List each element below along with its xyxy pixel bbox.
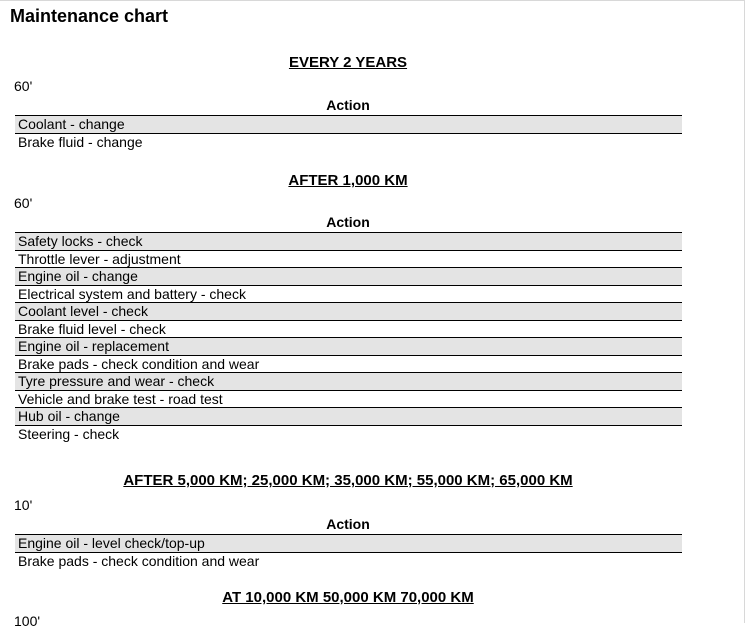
table-row: Coolant level - check	[15, 303, 682, 321]
table-row: Electrical system and battery - check	[15, 286, 682, 304]
table-row: Coolant - change	[15, 116, 682, 134]
page-title: Maintenance chart	[10, 6, 169, 26]
section-heading-every-2-years: EVERY 2 YEARS	[288, 54, 408, 71]
table-row: Brake fluid level - check	[15, 321, 682, 339]
table-row: Brake pads - check condition and wear	[15, 356, 682, 374]
action-column-header: Action	[326, 97, 370, 113]
action-table	[15, 232, 682, 443]
action-column-header: Action	[326, 516, 370, 532]
table-row: Engine oil - replacement	[15, 338, 682, 356]
section-time: 10'	[14, 497, 33, 513]
section-time: 60'	[14, 78, 33, 94]
table-row: Engine oil - level check/top-up	[15, 535, 682, 553]
table-row: Steering - check	[18, 425, 120, 442]
section-time: 100'	[14, 613, 41, 629]
table-row: Safety locks - check	[15, 233, 682, 251]
action-table	[15, 115, 682, 151]
table-row: Throttle lever - adjustment	[15, 251, 682, 269]
section-heading-at-10000-km: AT 10,000 KM 50,000 KM 70,000 KM	[222, 589, 474, 606]
table-row: Tyre pressure and wear - check	[15, 373, 682, 391]
table-row: Brake pads - check condition and wear	[18, 552, 260, 569]
table-row: Engine oil - change	[15, 268, 682, 286]
section-heading-after-5000-km: AFTER 5,000 KM; 25,000 KM; 35,000 KM; 55,000 KM; 65,000 KM	[123, 472, 573, 489]
table-row: Hub oil - change	[15, 408, 682, 426]
section-heading-after-1000-km: AFTER 1,000 KM	[288, 172, 408, 189]
table-row: Vehicle and brake test - road test	[15, 391, 682, 409]
action-column-header: Action	[326, 214, 370, 230]
table-row: Brake fluid - change	[18, 133, 143, 150]
section-time: 60'	[14, 195, 33, 211]
action-table	[15, 534, 682, 570]
